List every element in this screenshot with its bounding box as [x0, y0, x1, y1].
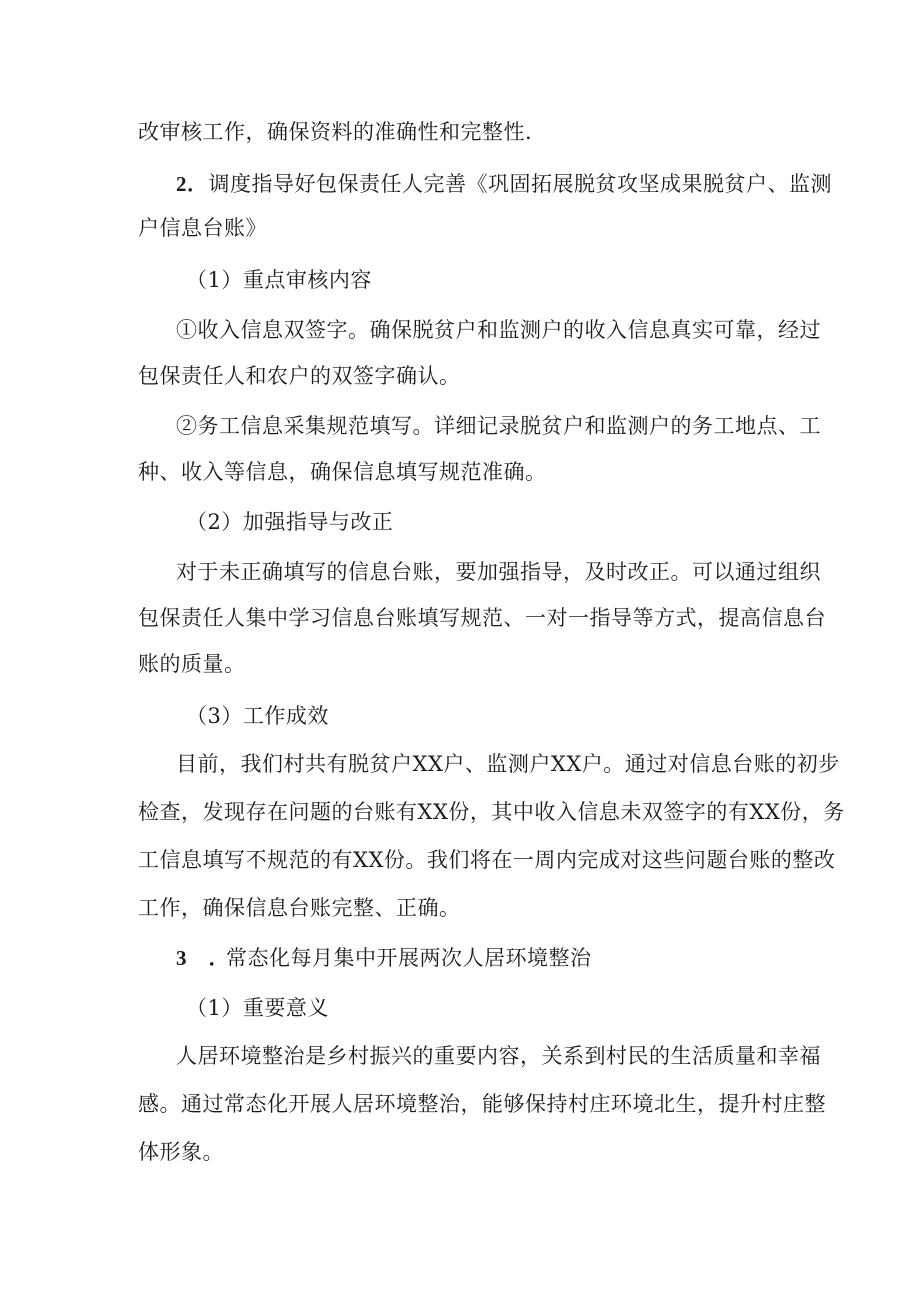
- paragraph-line: 对于未正确填写的信息台账，要加强指导，及时改正。可以通过组织: [176, 560, 821, 584]
- paragraph-line: ②务工信息采集规范填写。详细记录脱贫户和监测户的务工地点、工: [176, 414, 821, 438]
- paragraph-line: 感。通过常态化开展人居环境整治，能够保持村庄环境北生，提升村庄整: [138, 1092, 826, 1116]
- paragraph-line: 工作，确保信息台账完整、正确。: [138, 896, 461, 920]
- paragraph-line: 体形象。: [138, 1140, 224, 1164]
- section-heading-2: [176, 170, 832, 198]
- paragraph-line: 账的质量。: [138, 652, 246, 676]
- paragraph-line: 种、收入等信息，确保信息填写规范准确。: [138, 460, 547, 484]
- subheading: （3）工作成效: [186, 704, 329, 728]
- section-number: 3 ．: [176, 946, 230, 970]
- paragraph-line: 包保责任人集中学习信息台账填写规范、一对一指导等方式，提高信息台: [138, 606, 826, 630]
- section-heading-3: [176, 944, 592, 972]
- subheading: （1）重点审核内容: [186, 268, 372, 292]
- section-heading-text: 常态化每月集中开展两次人居环境整治: [226, 946, 592, 970]
- paragraph-line: 改审核工作，确保资料的准确性和完整性.: [138, 120, 533, 144]
- paragraph-line: 工信息填写不规范的有XX份。我们将在一周内完成对这些问题台账的整改: [138, 848, 836, 872]
- subheading: （2）加强指导与改正: [186, 510, 394, 534]
- section-number: 2．: [176, 172, 209, 196]
- paragraph-line: 人居环境整治是乡村振兴的重要内容，关系到村民的生活质量和幸福: [176, 1044, 821, 1068]
- paragraph-line: 户信息台账》: [138, 216, 267, 240]
- subheading: （1）重要意义: [186, 996, 329, 1020]
- paragraph-line: 检查，发现存在问题的台账有XX份，其中收入信息未双签字的有XX份，务: [138, 800, 845, 824]
- paragraph-line: 包保责任人和农户的双签字确认。: [138, 364, 461, 388]
- section-heading-text: 调度指导好包保责任人完善《巩固拓展脱贫攻坚成果脱贫户、监测: [208, 172, 832, 196]
- paragraph-line: 目前，我们村共有脱贫户XX户、监测户XX户。通过对信息台账的初步: [176, 752, 840, 776]
- paragraph-line: ①收入信息双签字。确保脱贫户和监测户的收入信息真实可靠，经过: [176, 318, 821, 342]
